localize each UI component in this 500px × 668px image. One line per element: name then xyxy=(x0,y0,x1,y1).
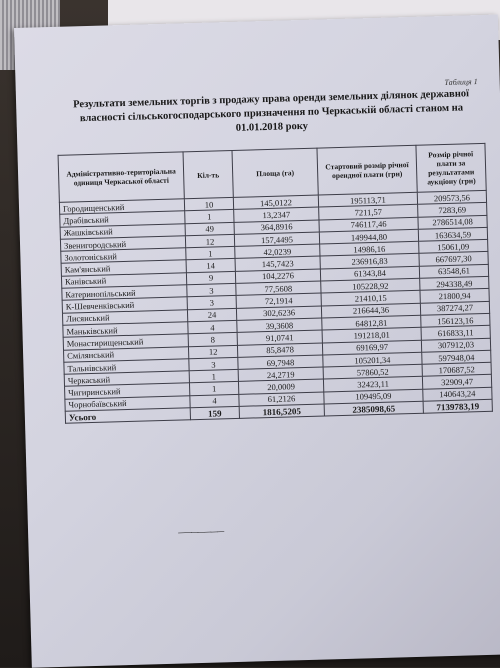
row-start-rent: 216644,36 xyxy=(321,303,420,318)
header-start-rent: Стартовий розмір річної орендної плати (грн) xyxy=(317,145,417,195)
document-sheet xyxy=(14,14,500,667)
table-label: Таблиця 1 xyxy=(444,77,478,87)
row-district: Драбівський xyxy=(60,211,185,227)
row-start-rent: 105228,92 xyxy=(321,278,420,293)
total-auction-rent: 7139783,19 xyxy=(423,399,492,413)
row-auction-rent: 63548,61 xyxy=(419,264,488,278)
row-district: Лисянський xyxy=(62,309,187,325)
row-district: Катеринопільський xyxy=(62,285,187,301)
row-count: 12 xyxy=(185,234,234,248)
total-start-rent: 2385098,65 xyxy=(324,401,423,416)
row-start-rent: 109495,09 xyxy=(324,389,423,404)
row-count: 1 xyxy=(186,247,235,261)
row-auction-rent: 2786514,08 xyxy=(418,215,487,229)
row-start-rent: 14986,16 xyxy=(320,241,419,256)
row-district: Черкаський xyxy=(64,371,189,387)
row-start-rent: 195113,71 xyxy=(318,192,417,207)
row-auction-rent: 209573,56 xyxy=(417,190,486,204)
row-district: Смілянський xyxy=(64,346,189,362)
row-district: Чигиринський xyxy=(65,383,190,399)
row-district: Золотоніський xyxy=(61,248,186,264)
header-auction-rent: Розмір річної плати за результатами аукціону (грн) xyxy=(416,143,486,192)
row-area: 302,6236 xyxy=(236,306,321,321)
row-start-rent: 57860,52 xyxy=(323,364,422,379)
total-area: 1816,5205 xyxy=(239,404,324,419)
header-count: Кіл-ть xyxy=(183,150,233,198)
row-count: 3 xyxy=(187,296,236,310)
row-auction-rent: 156123,16 xyxy=(421,313,490,327)
row-count: 10 xyxy=(184,197,233,211)
row-district: Монастирищенський xyxy=(63,334,188,350)
total-count: 159 xyxy=(190,406,239,420)
row-area: 61,2126 xyxy=(239,392,324,407)
row-auction-rent: 307912,03 xyxy=(421,338,490,352)
row-start-rent: 21410,15 xyxy=(321,291,420,306)
row-auction-rent: 140643,24 xyxy=(423,387,492,401)
row-count: 9 xyxy=(186,271,235,285)
row-auction-rent: 387274,27 xyxy=(420,301,489,315)
row-auction-rent: 667697,30 xyxy=(419,252,488,266)
row-district: Городищенський xyxy=(59,199,184,215)
row-area: 69,7948 xyxy=(238,355,323,370)
row-count: 8 xyxy=(188,333,237,347)
row-start-rent: 105201,34 xyxy=(323,352,422,367)
row-area: 20,0009 xyxy=(238,379,323,394)
row-start-rent: 61343,84 xyxy=(320,266,419,281)
row-area: 77,5608 xyxy=(236,281,321,296)
header-area: Площа (га) xyxy=(232,148,318,197)
row-count: 1 xyxy=(185,210,234,224)
row-auction-rent: 21800,94 xyxy=(420,289,489,303)
row-auction-rent: 616833,11 xyxy=(421,326,490,340)
row-district: Канівський xyxy=(61,273,186,289)
row-auction-rent: 294338,49 xyxy=(420,276,489,290)
row-district: Жашківський xyxy=(60,223,185,239)
header-district: Адміністративно-територіальна одиниця Черкаської області xyxy=(58,152,184,202)
results-table xyxy=(58,143,493,424)
row-count: 1 xyxy=(189,370,238,384)
row-start-rent: 69169,97 xyxy=(322,340,421,355)
row-start-rent: 236916,83 xyxy=(320,254,419,269)
row-area: 145,7423 xyxy=(235,257,320,272)
row-area: 24,2719 xyxy=(238,367,323,382)
row-auction-rent: 15061,09 xyxy=(419,240,488,254)
row-start-rent: 7211,57 xyxy=(319,205,418,220)
row-area: 85,8478 xyxy=(237,343,322,358)
row-start-rent: 32423,11 xyxy=(323,377,422,392)
row-count: 12 xyxy=(188,345,237,359)
row-start-rent: 149944,80 xyxy=(319,229,418,244)
row-count: 1 xyxy=(189,382,238,396)
row-start-rent: 746117,46 xyxy=(319,217,418,232)
row-count: 24 xyxy=(187,308,236,322)
row-area: 91,0741 xyxy=(237,330,322,345)
document-title: Результати земельних торгів з продажу права оренди земельних ділянок державної власності сільськогосподарського призначення по Черкаській області станом на 01.01.2018 року xyxy=(73,88,470,134)
row-area: 104,2276 xyxy=(235,269,320,284)
row-count: 4 xyxy=(188,320,237,334)
row-start-rent: 191218,01 xyxy=(322,328,421,343)
total-label: Усього xyxy=(65,408,190,424)
row-area: 13,2347 xyxy=(234,207,319,222)
row-count: 3 xyxy=(187,283,236,297)
row-area: 39,3608 xyxy=(237,318,322,333)
row-auction-rent: 597948,04 xyxy=(422,350,491,364)
row-area: 157,4495 xyxy=(234,232,319,247)
row-count: 3 xyxy=(189,357,238,371)
row-start-rent: 64812,81 xyxy=(322,315,421,330)
row-district: Маньківський xyxy=(63,322,188,338)
row-area: 72,1914 xyxy=(236,293,321,308)
row-auction-rent: 170687,52 xyxy=(422,362,491,376)
row-district: Кам'янський xyxy=(61,260,186,276)
row-district: Чорнобаївський xyxy=(65,395,190,411)
row-area: 42,0239 xyxy=(235,244,320,259)
row-auction-rent: 163634,59 xyxy=(418,227,487,241)
row-count: 14 xyxy=(186,259,235,273)
footer-mark: ——————— xyxy=(178,527,224,537)
row-auction-rent: 32909,47 xyxy=(422,375,491,389)
row-district: Звенигородський xyxy=(60,236,185,252)
row-count: 4 xyxy=(190,394,239,408)
row-district: К-Шевченківський xyxy=(62,297,187,313)
row-count: 49 xyxy=(185,222,234,236)
row-district: Тальнівський xyxy=(64,359,189,375)
row-auction-rent: 7283,69 xyxy=(418,203,487,217)
row-area: 364,8916 xyxy=(234,220,319,235)
row-area: 145,0122 xyxy=(233,195,318,210)
